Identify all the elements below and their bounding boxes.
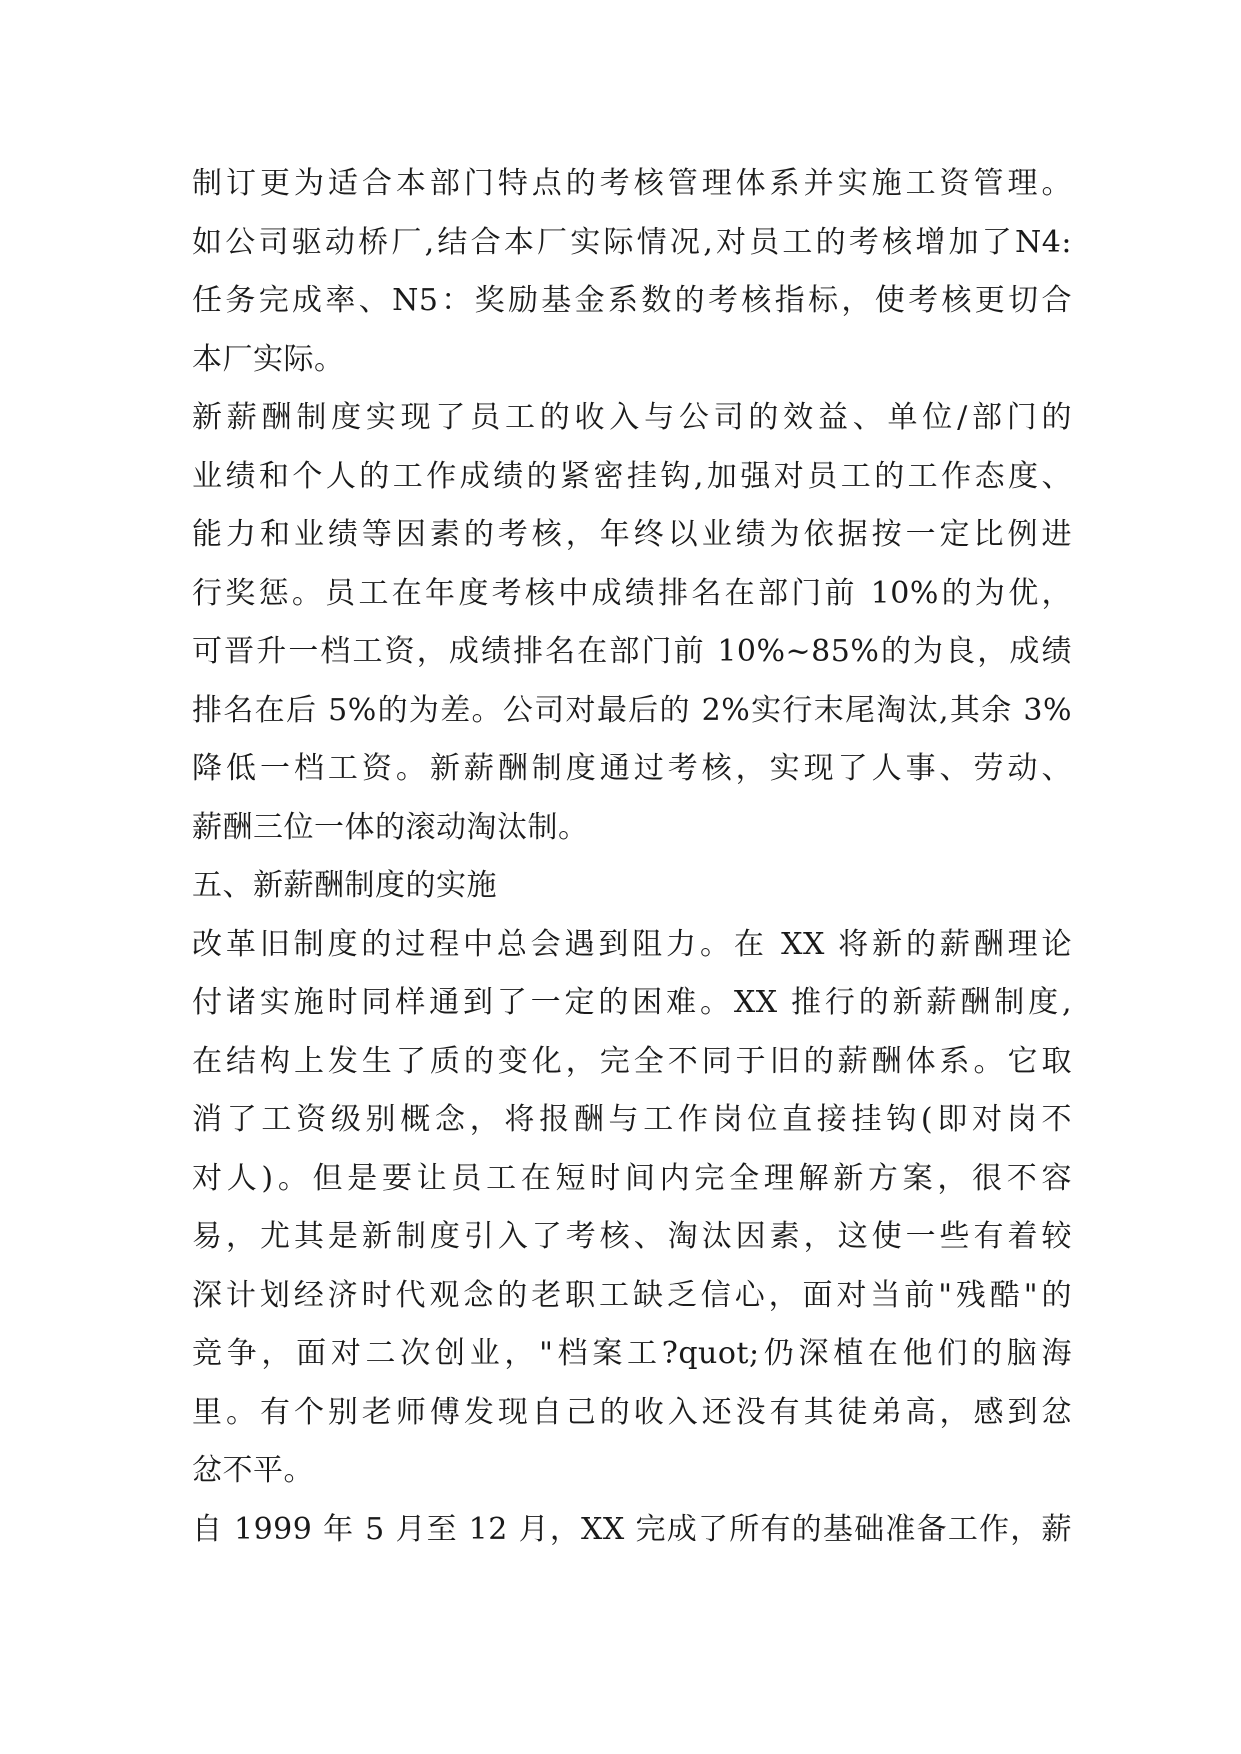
text-line: 降低一档工资。新薪酬制度通过考核，实现了人事、劳动、 [192,751,1072,786]
text-line: 新薪酬制度实现了员工的收入与公司的效益、单位/部门的 [192,400,1072,435]
text-line: 可晋升一档工资，成绩排名在部门前 10%~85%的为良，成绩 [192,634,1072,669]
text-line: 五、新薪酬制度的实施 [192,868,497,903]
text-line: 对人)。但是要让员工在短时间内完全理解新方案，很不容 [192,1160,1072,1196]
text-line: 改革旧制度的过程中总会遇到阻力。在 XX 将新的薪酬理论 [192,926,1072,962]
text-line: 里。有个别老师傅发现自己的收入还没有其徒弟高，感到忿 [192,1394,1072,1430]
text-line: 如公司驱动桥厂,结合本厂实际情况,对员工的考核增加了N4: [192,224,1072,260]
text-line: 行奖惩。员工在年度考核中成绩排名在部门前 10%的为优， [192,575,1072,611]
text-line: 竞争，面对二次创业，"档案工?quot;仍深植在他们的脑海 [192,1336,1072,1371]
text-line: 消了工资级别概念，将报酬与工作岗位直接挂钩(即对岗不 [192,1102,1072,1137]
text-line: 在结构上发生了质的变化，完全不同于旧的薪酬体系。它取 [192,1043,1072,1079]
text-line: 任务完成率、N5：奖励基金系数的考核指标，使考核更切合 [192,283,1072,318]
text-line: 制订更为适合本部门特点的考核管理体系并实施工资管理。 [192,166,1072,201]
text-line: 易，尤其是新制度引入了考核、淘汰因素，这使一些有着较 [192,1219,1072,1254]
text-line: 薪酬三位一体的滚动淘汰制。 [192,809,589,845]
text-line: 深计划经济时代观念的老职工缺乏信心，面对当前"残酷"的 [192,1277,1072,1313]
text-line: 付诸实施时同样通到了一定的困难。XX 推行的新薪酬制度, [192,985,1072,1020]
document-body [192,155,1072,1559]
text-line: 排名在后 5%的为差。公司对最后的 2%实行末尾淘汰,其余 3% [192,692,1072,728]
text-line: 能力和业绩等因素的考核，年终以业绩为依据按一定比例进 [192,517,1072,552]
text-line: 自 1999 年 5 月至 12 月，XX 完成了所有的基础准备工作，薪 [192,1511,1072,1547]
text-line: 业绩和个人的工作成绩的紧密挂钩,加强对员工的工作态度、 [192,458,1072,494]
text-line: 本厂实际。 [192,341,345,377]
text-line: 忿不平。 [192,1453,314,1488]
